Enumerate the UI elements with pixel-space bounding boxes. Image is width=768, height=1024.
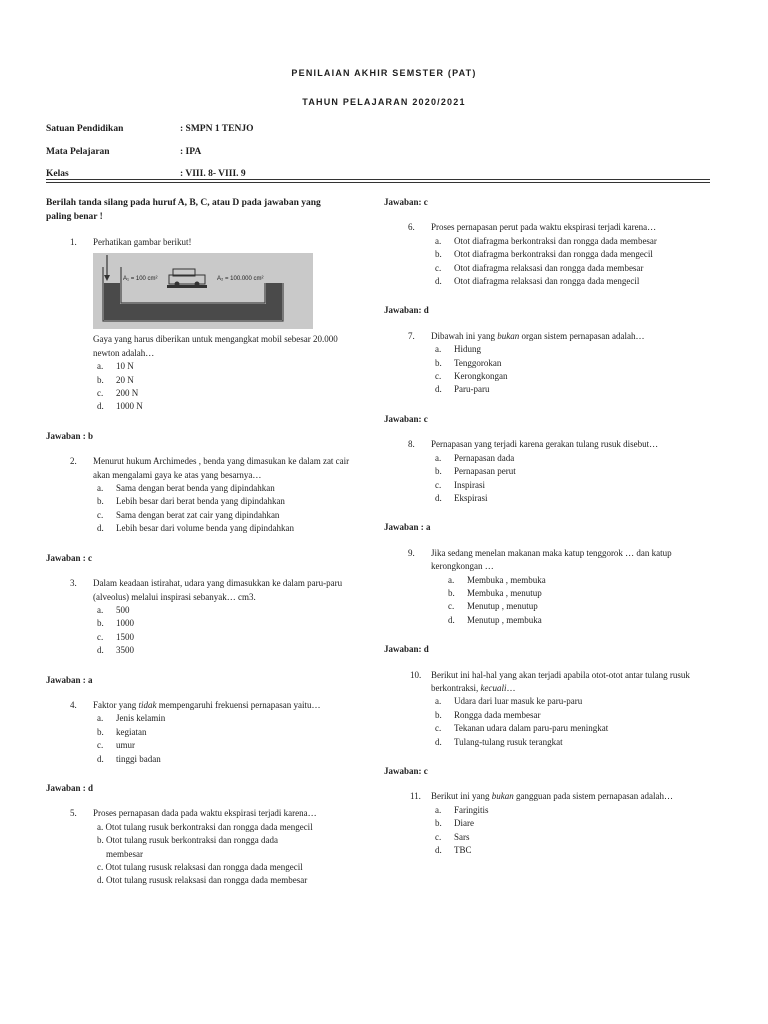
option-b[interactable]: b. Lebih besar dari berat benda yang dipindahkan [97, 496, 285, 507]
option-b[interactable]: b. 1000 [97, 618, 134, 629]
answer-4: Jawaban : d [46, 782, 94, 793]
option-c[interactable]: c. Kerongkongan [435, 371, 508, 382]
option-d[interactable]: d. 3500 [97, 645, 134, 656]
question-3 [46, 577, 346, 657]
option-a[interactable]: a. Jenis kelamin [97, 713, 166, 724]
info-value-class: : VIII. 8- VIII. 9 [180, 169, 246, 179]
option-b[interactable]: b. kegiatan [97, 726, 147, 737]
answer-9: Jawaban: d [384, 644, 429, 655]
area-a2-label: A₂ = 100.000 cm² [217, 276, 264, 283]
question-8 [384, 438, 694, 505]
instructions: Berilah tanda silang pada huruf A, B, C, atau D pada jawaban yang paling benar ! [46, 198, 321, 222]
question-text: Berikut ini yang bukan gangguan pada sistem pernapasan adalah… [431, 791, 673, 802]
question-7 [384, 330, 694, 397]
option-c[interactable]: c. Sama dengan berat zat cair yang dipindahkan [97, 509, 280, 520]
info-value-subject: : IPA [180, 147, 202, 157]
option-b[interactable]: b. 20 N [97, 374, 134, 385]
header-divider-double [46, 182, 710, 183]
option-a[interactable]: a. Otot tulang rusuk berkontraksi dan rongga dada mengecil [97, 821, 313, 832]
question-5 [46, 807, 346, 887]
option-d[interactable]: d. 1000 N [97, 401, 143, 412]
question-text: Proses pernapasan perut pada waktu ekspirasi terjadi karena… [431, 222, 657, 233]
question-number: 3. [70, 578, 77, 589]
options-list [431, 452, 694, 506]
options-list [444, 574, 694, 628]
option-a[interactable]: a. Sama dengan berat benda yang dipindahkan [97, 483, 275, 494]
option-c[interactable]: c. Otot diafragma relaksasi dan rongga dada membesar [435, 262, 644, 273]
academic-year: TAHUN PELAJARAN 2020/2021 [302, 97, 466, 107]
answer-5: Jawaban: c [384, 197, 428, 207]
answer-8: Jawaban : a [384, 522, 431, 533]
question-number: 1. [70, 237, 77, 247]
area-a1-label: A₁ = 100 cm² [123, 276, 158, 283]
answer-1: Jawaban : b [46, 430, 94, 441]
hydraulic-press-figure [93, 253, 313, 329]
answer-3: Jawaban : a [46, 674, 93, 685]
question-text: Berikut ini hal-hal yang akan terjadi apabila otot-otot antar tulang rusuk berkontraksi, kecuali… [431, 669, 690, 693]
question-text: Menurut hukum Archimedes , benda yang dimasukan ke dalam zat cair akan mengalami gaya ke atas yang besarnya… [93, 456, 350, 480]
question-text: Jika sedang menelan makanan maka katup tenggorok … dan katup kerongkongan … [431, 547, 672, 572]
option-c[interactable]: c. umur [97, 740, 135, 751]
left-column [46, 196, 350, 888]
option-d[interactable]: d. Paru-paru [435, 384, 490, 395]
option-a[interactable]: a. Pernapasan dada [435, 452, 515, 463]
info-label-subject: Mata Pelajaran [46, 147, 110, 157]
question-number: 7. [408, 330, 415, 341]
option-c[interactable]: c. Inspirasi [435, 479, 485, 490]
option-c[interactable]: c. Otot tulang rususk relaksasi dan rongga dada mengecil [97, 862, 303, 872]
question-text: Perhatikan gambar berikut! [93, 237, 192, 247]
question-6 [384, 221, 694, 288]
question-9 [384, 547, 694, 627]
question-number: 5. [70, 808, 77, 819]
option-d[interactable]: d. Ekspirasi [435, 492, 488, 503]
options-list [431, 695, 694, 749]
question-11 [384, 790, 694, 857]
question-text: Faktor yang tidak mempengaruhi frekuensi pernapasan yaitu… [93, 699, 321, 710]
question-10 [384, 669, 694, 749]
option-a[interactable]: a. Faringitis [435, 804, 489, 815]
options-list [431, 343, 694, 397]
option-b[interactable]: b. Otot tulang rusuk berkontraksi dan rongga dada [97, 835, 278, 846]
exam-title: PENILAIAN AKHIR SEMSTER (PAT) [291, 68, 477, 78]
option-b[interactable]: b. Diare [435, 818, 474, 829]
question-text-continued: Gaya yang harus diberikan untuk mengangkat mobil sebesar 20.000 newton adalah… [93, 334, 338, 358]
question-text: Dibawah ini yang bukan organ sistem pernapasan adalah… [431, 330, 645, 341]
options-list [431, 804, 694, 858]
question-number: 9. [408, 547, 415, 558]
option-d[interactable]: d. TBC [435, 845, 472, 856]
option-a[interactable]: a. 500 [97, 604, 130, 615]
answer-6: Jawaban: d [384, 305, 429, 316]
answer-10: Jawaban: c [384, 766, 428, 776]
option-c[interactable]: c. 1500 [97, 631, 134, 642]
option-a[interactable]: a. Membuka , membuka [448, 574, 546, 585]
option-b[interactable]: b. Rongga dada membesar [435, 709, 541, 720]
option-d[interactable]: d. Tulang-tulang rusuk terangkat [435, 736, 563, 747]
hydraulic-press-diagram [93, 253, 313, 329]
question-text: Dalam keadaan istirahat, udara yang dimasukkan ke dalam paru-paru (alveolus) melalui inspirasi sebanyak… cm3. [93, 578, 343, 602]
option-d[interactable]: d. tinggi badan [97, 753, 161, 764]
question-2 [46, 455, 350, 535]
option-d[interactable]: d. Otot diafragma relaksasi dan rongga dada mengecil [435, 276, 640, 287]
question-4 [46, 699, 346, 766]
option-c[interactable]: c. Tekanan udara dalam paru-paru meningkat [435, 723, 609, 734]
question-1 [46, 236, 346, 414]
question-number: 6. [408, 222, 415, 233]
options-list [93, 360, 346, 414]
option-c[interactable]: c. Menutup , menutup [448, 601, 538, 612]
option-b[interactable]: b. Pernapasan perut [435, 466, 516, 477]
options-list [93, 604, 346, 658]
info-label-class: Kelas [46, 169, 69, 179]
option-a[interactable]: a. Otot diafragma berkontraksi dan rongga dada membesar [435, 235, 657, 246]
option-d[interactable]: d. Otot tulang rususk relaksasi dan rongga dada membesar [97, 875, 308, 886]
option-a[interactable]: a. Hidung [435, 344, 481, 355]
options-list [93, 482, 346, 536]
question-number: 10. [410, 669, 422, 680]
option-b[interactable]: b. Otot diafragma berkontraksi dan rongga dada mengecil [435, 249, 653, 260]
option-b-continued: membesar [106, 848, 143, 859]
answer-7: Jawaban: c [384, 413, 428, 424]
option-c[interactable]: c. Sars [435, 831, 470, 842]
header-divider [46, 179, 710, 180]
options-list [93, 821, 346, 888]
info-label-school: Satuan Pendidikan [46, 124, 124, 134]
option-b[interactable]: b. Tenggorokan [435, 357, 502, 368]
option-d[interactable]: d. Lebih besar dari volume benda yang dipindahkan [97, 523, 294, 534]
question-number: 11. [410, 791, 421, 802]
options-list [431, 235, 694, 289]
option-a[interactable]: a. Udara dari luar masuk ke paru-paru [435, 696, 583, 707]
option-d[interactable]: d. Menutup , membuka [448, 614, 542, 625]
question-number: 8. [408, 439, 415, 450]
option-b[interactable]: b. Membuka , menutup [448, 587, 542, 598]
question-text: Proses pernapasan dada pada waktu ekspirasi terjadi karena… [93, 808, 317, 819]
right-column [384, 196, 694, 857]
info-value-school: : SMPN 1 TENJO [180, 124, 254, 134]
option-c[interactable]: c. 200 N [97, 388, 139, 399]
question-number: 2. [70, 456, 77, 467]
answer-2: Jawaban : c [46, 552, 93, 563]
question-number: 4. [70, 699, 77, 710]
option-a[interactable]: a. 10 N [97, 361, 134, 372]
options-list [93, 712, 346, 766]
question-text: Pernapasan yang terjadi karena gerakan tulang rusuk disebut… [431, 439, 659, 450]
